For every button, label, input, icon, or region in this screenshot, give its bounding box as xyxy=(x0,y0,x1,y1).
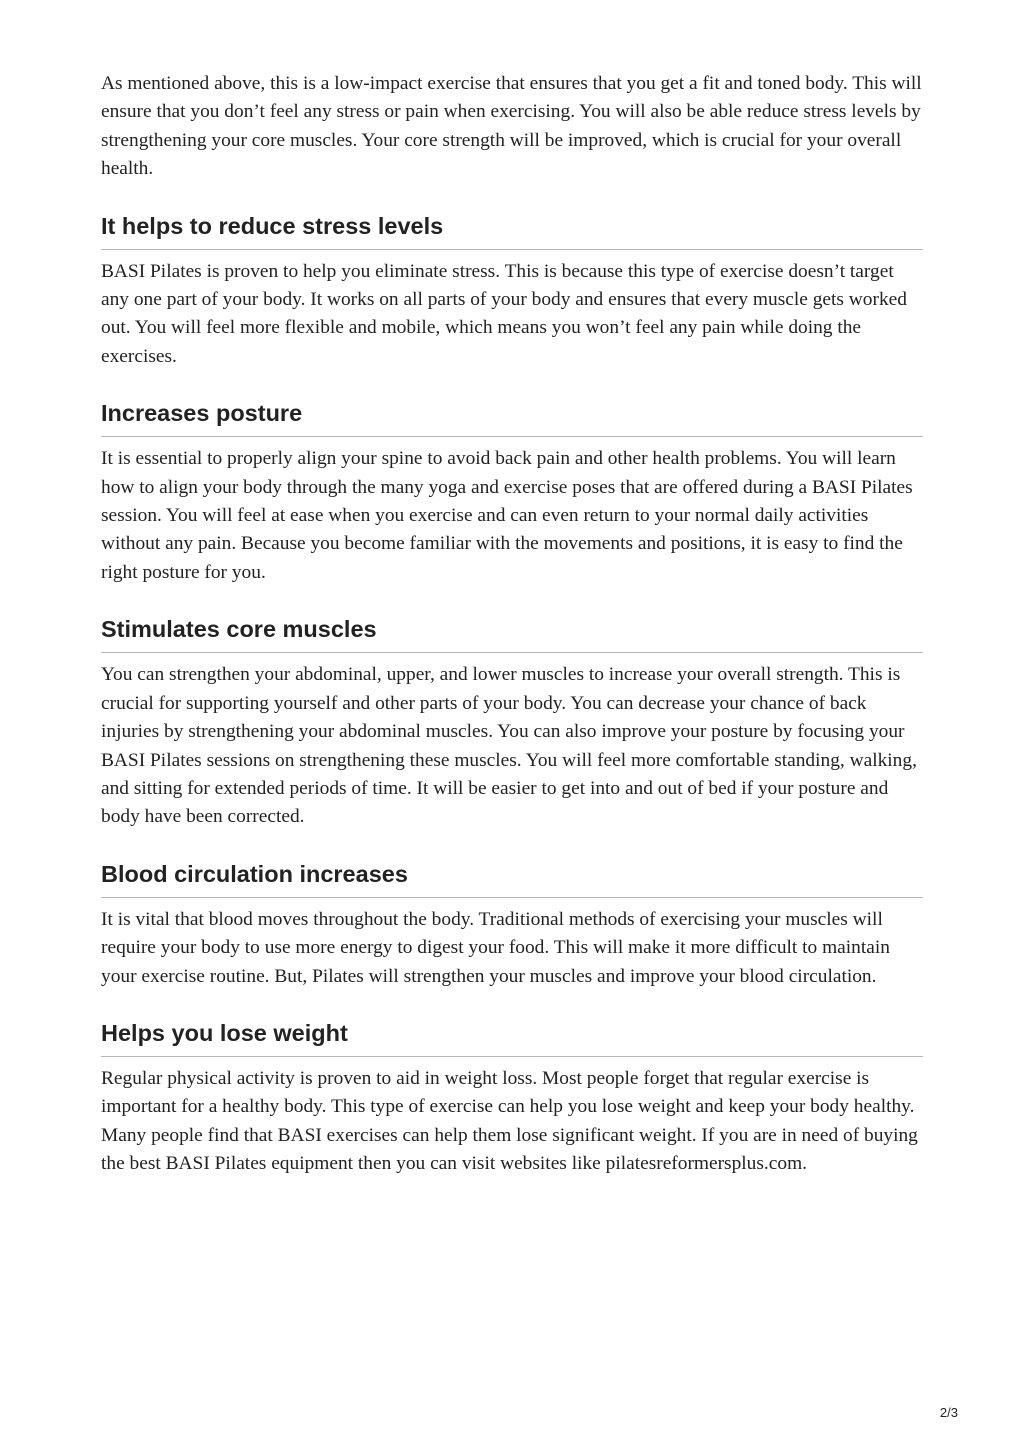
section-heading: Helps you lose weight xyxy=(101,1018,923,1057)
section-posture xyxy=(101,398,923,587)
section-paragraph: BASI Pilates is proven to help you eliminate stress. This is because this type of exercise doesn’t target any one part of your body. It works on all parts of your body and ensures that every muscle gets worked out. You will feel more flexible and mobile, which means you won’t feel any pain while doing the exercises. xyxy=(101,260,907,367)
document-page xyxy=(101,70,923,1179)
section-lose-weight xyxy=(101,1018,923,1179)
section-reduce-stress xyxy=(101,211,923,372)
section-paragraph: You can strengthen your abdominal, upper, and lower muscles to increase your overall strength. This is crucial for supporting yourself and other parts of your body. You can decrease your chance of back injuries by strengthening your abdominal muscles. You can also improve your posture by focusing your BASI Pilates sessions on strengthening these muscles. You will feel more comfortable standing, walking, and sitting for extended periods of time. It will be easier to get into and out of bed if your posture and body have been corrected. xyxy=(101,664,917,828)
section-heading: It helps to reduce stress levels xyxy=(101,211,923,250)
section-paragraph: It is vital that blood moves throughout the body. Traditional methods of exercising your muscles will require your body to use more energy to digest your food. This will make it more difficult to maintain your exercise routine. But, Pilates will strengthen your muscles and improve your blood circulation. xyxy=(101,908,890,987)
section-paragraph: It is essential to properly align your spine to avoid back pain and other health problems. You will learn how to align your body through the many yoga and exercise poses that are offered during a BASI Pilates session. You will feel at ease when you exercise and can even return to your normal daily activities without any pain. Because you become familiar with the movements and positions, it is easy to find the right posture for you. xyxy=(101,448,913,583)
section-heading: Stimulates core muscles xyxy=(101,614,923,653)
section-core-muscles xyxy=(101,614,923,831)
intro-paragraph: As mentioned above, this is a low-impact exercise that ensures that you get a fit and toned body. This will ensure that you don’t feel any stress or pain when exercising. You will also be able reduce stress levels by strengthening your core muscles. Your core strength will be improved, which is crucial for your overall health. xyxy=(101,73,922,180)
page-number: 2/3 xyxy=(939,1405,958,1420)
section-paragraph: Regular physical activity is proven to aid in weight loss. Most people forget that regular exercise is important for a healthy body. This type of exercise can help you lose weight and keep your body healthy. Many people find that BASI exercises can help them lose significant weight. If you are in need of buying the best BASI Pilates equipment then you can visit websites like pilatesreformersplus.com. xyxy=(101,1067,918,1175)
section-heading: Increases posture xyxy=(101,398,923,437)
section-heading: Blood circulation increases xyxy=(101,859,923,898)
section-blood-circulation xyxy=(101,859,923,991)
